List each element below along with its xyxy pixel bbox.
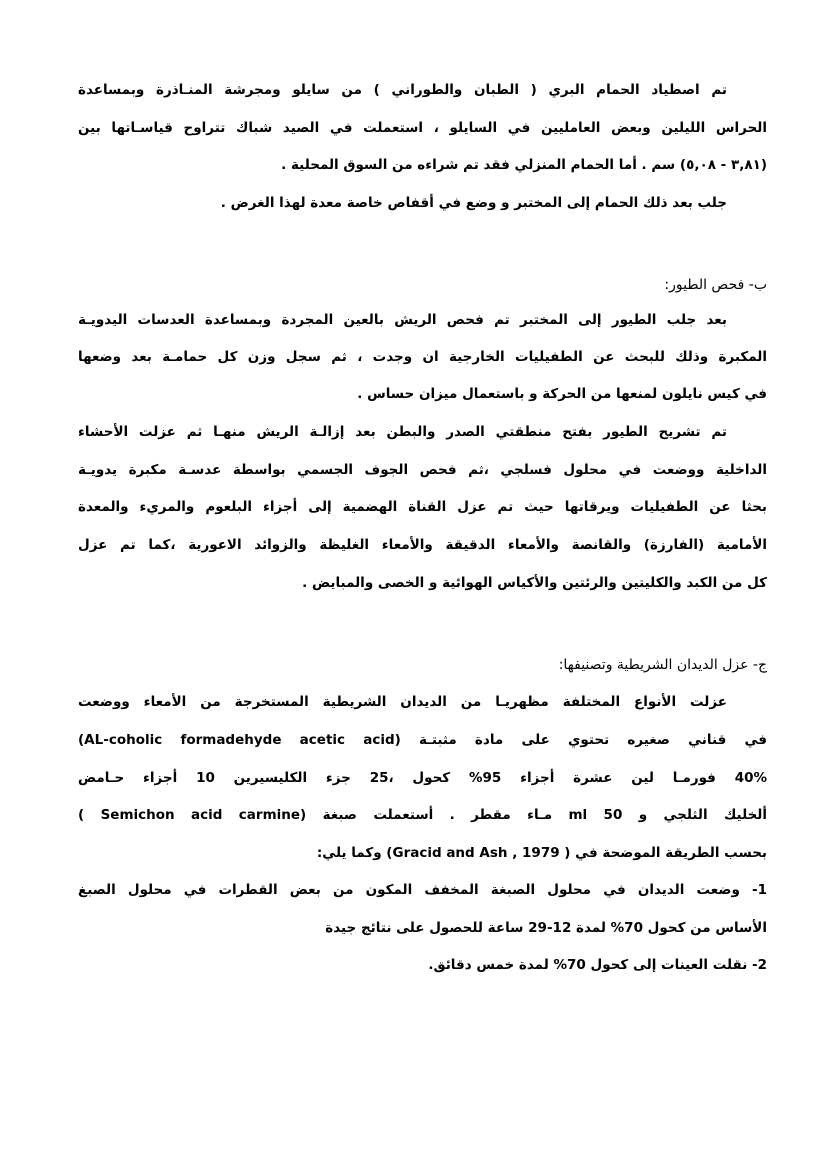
- text-line: 40% فورمـا لين عشرة أجزاء 95% كحول ،25 جزء الكليسيرين 10 أجزاء حـامض: [78, 770, 768, 786]
- section-heading-b: ب- فحص الطيور:: [664, 277, 767, 293]
- text-line: الداخلية ووضعت في محلول فسلجي ،ثم فحص الجوف الجسمي بواسطة عدسـة مكبرة يدويـة: [78, 462, 767, 478]
- text-line: (٣,٨١ - ٥,٠٨) سم . أما الحمام المنزلي فقد تم شراءه من السوق المحلية .: [281, 157, 767, 173]
- step-1: 1- وضعت الديدان في محلول الصبغة المخفف المكون من بعض القطرات في محلول الصبغ: [78, 882, 767, 898]
- text-line: كل من الكبد والكليتين والرئتين والأكياس الهوائية و الخصى والمبايض .: [302, 575, 767, 591]
- text-line: المكبرة وذلك للبحث عن الطفيليات الخارجية ان وجدت ، ثم سجل وزن كل حمامـة بعد وضعها: [78, 349, 767, 365]
- text-line: بعد جلب الطيور إلى المختبر تم فحص الريش بالعين المجردة وبمساعدة العدسات اليدويـة: [78, 312, 727, 328]
- text-line: بحسب الطريقة الموضحة في ( Gracid and Ash , 1979) وكما يلي:: [316, 845, 767, 861]
- text-line: ألخليك الثلجي و ml 50 مـاء مقطر . أستعملت صبغة (Semichon acid carmine ): [78, 807, 768, 823]
- text-line: تم اصطياد الحمام البري ( الطبان والطوراني ) من سايلو ومجرشة المنـاذرة وبمساعدة: [78, 82, 727, 98]
- text-line: تم تشريح الطيور بفتح منطقتي الصدر والبطن بعد إزالـة الريش منهـا ثم عزلت الأحشاء: [78, 424, 727, 440]
- text-line: عزلت الأنواع المختلفة مظهريـا من الديدان الشريطية المستخرجة من الأمعاء ووضعت: [78, 694, 727, 710]
- step-2: 2- نقلت العينات إلى كحول 70% لمدة خمس دقائق.: [428, 957, 767, 973]
- text-line: الأمامية (الفارزة) والقانصة والأمعاء الدقيقة والأمعاء الغليظة والزوائد الاعورية ،كما تم عزل: [78, 537, 767, 553]
- step-1-continued: الأساس من كحول 70% لمدة 12-29 ساعة للحصول على نتائج جيدة: [325, 920, 767, 936]
- text-line: بحثا عن الطفيليات ويرقاتها حيث تم عزل القناة الهضمية إلى أجزاء البلعوم والمريء والمعدة: [78, 499, 767, 515]
- text-line: في قناني صغيره تحتوي على مادة مثبتـة (AL-coholic formadehyde acetic acid): [78, 732, 768, 748]
- text-line: في كيس نايلون لمنعها من الحركة و باستعمال ميزان حساس .: [357, 386, 767, 402]
- text-line: الحراس الليلين وبعض العامليين في السايلو ، استعملت في الصيد شباك تتراوح قياسـاتها بين: [78, 120, 767, 136]
- section-heading-c: ج- عزل الديدان الشريطية وتصنيفها:: [558, 657, 767, 673]
- text-line: جلب بعد ذلك الحمام إلى المختبر و وضع في أقفاص خاصة معدة لهذا الغرض .: [220, 195, 727, 211]
